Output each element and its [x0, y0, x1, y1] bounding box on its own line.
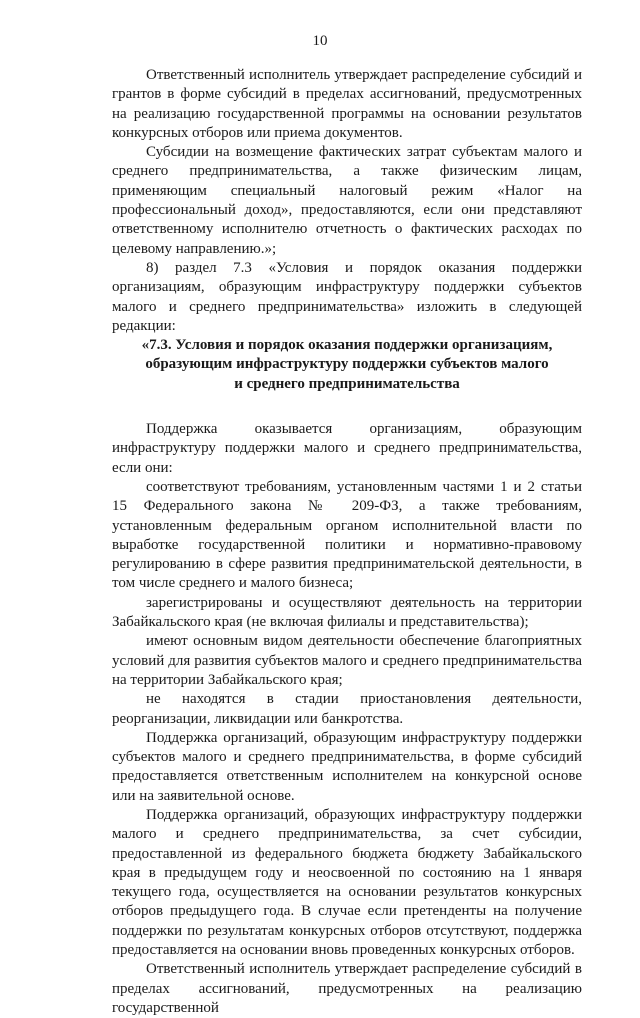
- document-body: [112, 66, 582, 1018]
- section-heading-line: и среднего предпринимательства: [234, 375, 460, 392]
- paragraph-distribution-approval: Ответственный исполнитель утверждает распределение субсидий в пределах ассигнований, предусмотренных на реализацию государственной: [112, 961, 582, 1016]
- paragraph-cost-reimbursement: Субсидии на возмещение фактических затрат субъектам малого и среднего предпринимательства, а также физическим лицам, применяющим специальный налоговый режим «Налог на профессиональный доход», предоставляются, если они представляют ответственному исполнителю отчетность о фактических расходах по целевому направлению.»;: [112, 144, 582, 257]
- section-heading-line: образующим инфраструктуру поддержки субъектов малого: [145, 356, 549, 373]
- paragraph-amendment-8: 8) раздел 7.3 «Условия и порядок оказания поддержки организациям, образующим инфраструктуру поддержки субъектов малого и среднего предпринимательства» изложить в следующей редакции:: [112, 259, 582, 334]
- spacer: [112, 394, 582, 420]
- section-heading-7-3: [112, 336, 582, 394]
- condition-item-registered: зарегистрированы и осуществляют деятельность на территории Забайкальского края (не включая филиалы и представительства);: [112, 594, 582, 631]
- paragraph-support-conditions: Поддержка оказывается организациям, образующим инфраструктуру поддержки малого и среднего предпринимательства, если они:: [112, 421, 582, 476]
- section-heading-line: «7.3. Условия и порядок оказания поддержки организациям,: [141, 337, 553, 354]
- paragraph-federal-subsidy: Поддержка организаций, образующих инфраструктуру поддержки малого и среднего предпринимательства, за счет субсидии, предоставленной из федерального бюджета бюджету Забайкальского края в предыдущем году и неосвоенной по состоянию на 1 января текущего года, осуществляется на основании результатов конкурсных отборов предыдущего года. В случае если претенденты на получение поддержки по результатам конкурсных отборов отсутствуют, поддержка предоставляется на основании вновь проведенных конкурсных отборов.: [112, 806, 582, 959]
- page-number: 10: [312, 33, 328, 49]
- condition-item-not-suspended: не находятся в стадии приостановления деятельности, реорганизации, ликвидации или банкротства.: [112, 691, 582, 727]
- condition-item-requirements: соответствуют требованиям, установленным частями 1 и 2 статьи 15 Федерального закона № 209-ФЗ, а также требованиям, установленным федеральным органом исполнительной власти по выработке государственной политики и нормативно-правовому регулированию в сфере развития предпринимательской деятельности, в том числе среднего и малого бизнеса;: [112, 478, 582, 592]
- condition-item-main-activity: имеют основным видом деятельности обеспечение благоприятных условий для развития субъектов малого и среднего предпринимательства на территории Забайкальского края;: [112, 633, 582, 688]
- paragraph-subsidy-basis: Поддержка организаций, образующим инфраструктуру поддержки субъектов малого и среднего предпринимательства, в форме субсидий предоставляется ответственным исполнителем на конкурсной основе или на заявительной основе.: [112, 729, 582, 804]
- paragraph-grant-distribution: Ответственный исполнитель утверждает распределение субсидий и грантов в форме субсидий в пределах ассигнований, предусмотренных на реализацию государственной программы на основании результатов конкурсных отборов или приема документов.: [112, 67, 582, 141]
